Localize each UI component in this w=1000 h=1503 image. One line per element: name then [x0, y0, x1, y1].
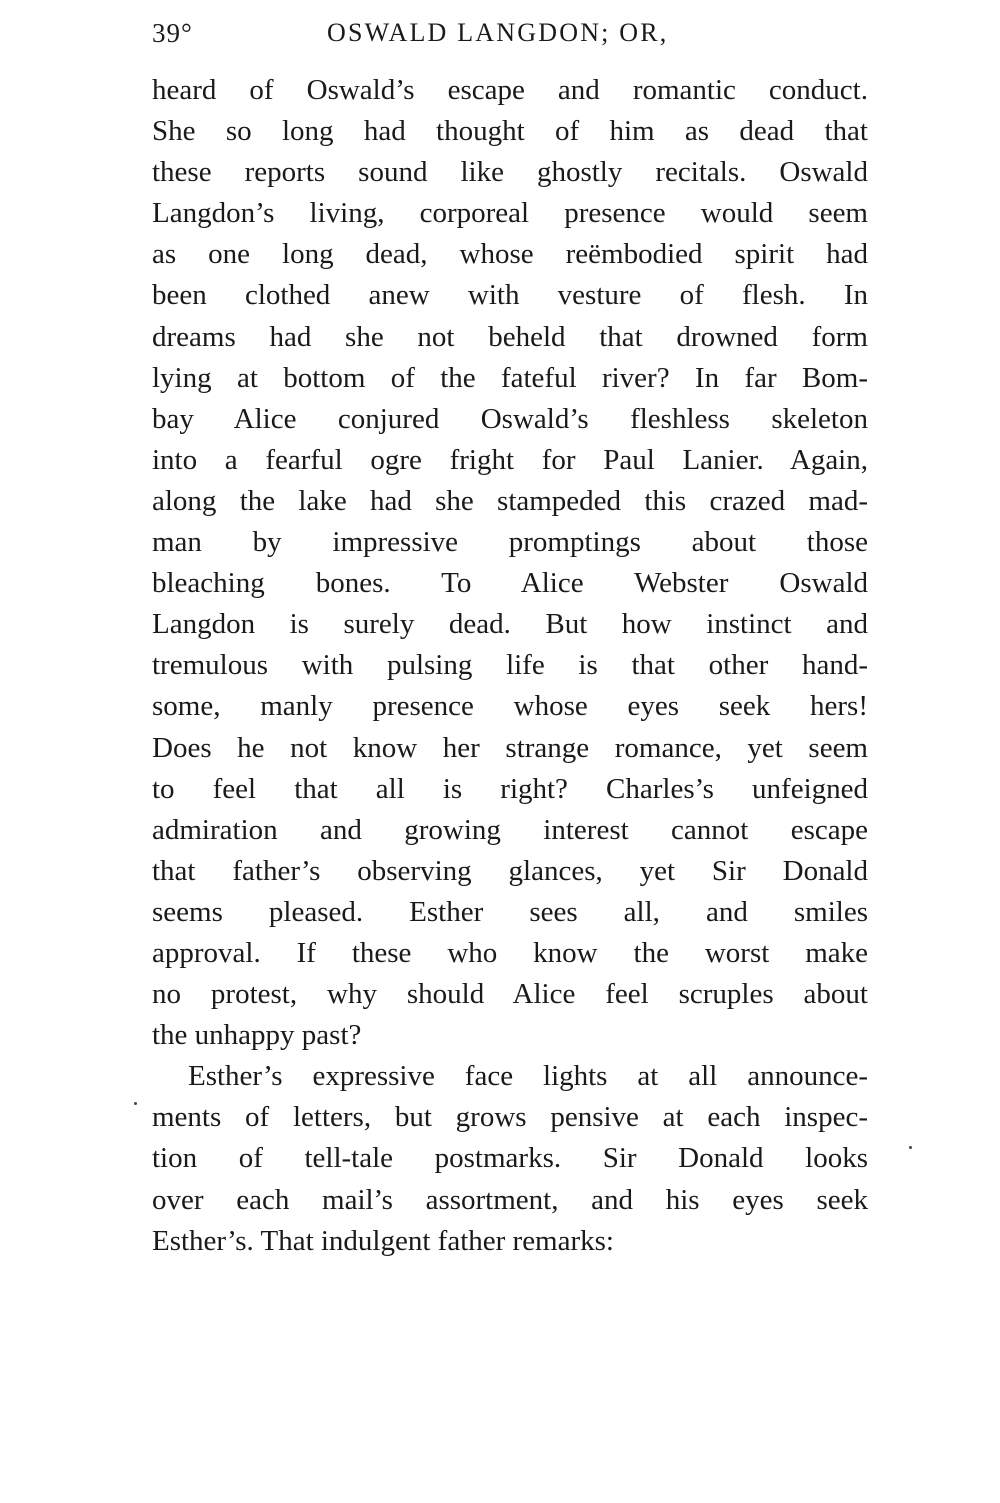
text-line: some, manly presence whose eyes seek hers! — [152, 690, 868, 723]
text-line: lying at bottom of the fateful river? In far Bom- — [152, 361, 868, 394]
text-line: tion of tell-tale postmarks. Sir Donald looks — [152, 1142, 868, 1175]
text-line: Langdon’s living, corporeal presence would seem — [152, 197, 868, 230]
running-head — [152, 18, 872, 58]
scan-speck — [134, 1102, 137, 1105]
running-title: OSWALD LANGDON; OR, — [327, 18, 669, 47]
text-line: these reports sound like ghostly recitals. Oswald — [152, 156, 868, 189]
text-line: dreams had she not beheld that drowned form — [152, 320, 868, 353]
text-line: been clothed anew with vesture of flesh. In — [152, 279, 868, 312]
text-line: into a fearful ogre fright for Paul Lanier. Again, — [152, 443, 868, 476]
text-line: She so long had thought of him as dead that — [152, 115, 868, 148]
text-line: Esther’s. That indulgent father remarks: — [152, 1224, 614, 1257]
text-line: admiration and growing interest cannot escape — [152, 813, 868, 846]
text-line: along the lake had she stampeded this crazed mad- — [152, 484, 868, 517]
text-line: tremulous with pulsing life is that other hand- — [152, 649, 868, 682]
text-line: to feel that all is right? Charles’s unfeigned — [152, 772, 868, 805]
text-line: Does he not know her strange romance, yet seem — [152, 731, 868, 764]
text-line: ments of letters, but grows pensive at each inspec- — [152, 1101, 868, 1134]
page-number: 39° — [152, 18, 193, 48]
text-line: heard of Oswald’s escape and romantic conduct. — [152, 74, 868, 106]
text-line: approval. If these who know the worst make — [152, 936, 868, 969]
text-line: bleaching bones. To Alice Webster Oswald — [152, 567, 868, 600]
paragraph-2 — [152, 1056, 868, 1261]
text-line: bay Alice conjured Oswald’s fleshless skeleton — [152, 402, 868, 435]
text-line: over each mail’s assortment, and his eyes seek — [152, 1183, 868, 1216]
text-line: no protest, why should Alice feel scruples about — [152, 978, 868, 1011]
text-line: the unhappy past? — [152, 1019, 362, 1052]
paragraph-1 — [152, 70, 868, 1056]
text-line: Langdon is surely dead. But how instinct and — [152, 608, 868, 641]
text-line: seems pleased. Esther sees all, and smiles — [152, 895, 868, 928]
text-line: Esther’s expressive face lights at all announce- — [188, 1060, 868, 1093]
scan-speck — [909, 1146, 912, 1149]
text-line: man by impressive promptings about those — [152, 526, 868, 559]
text-line: as one long dead, whose reëmbodied spirit had — [152, 238, 868, 271]
text-line: that father’s observing glances, yet Sir Donald — [152, 854, 868, 887]
body-text — [152, 70, 868, 1262]
